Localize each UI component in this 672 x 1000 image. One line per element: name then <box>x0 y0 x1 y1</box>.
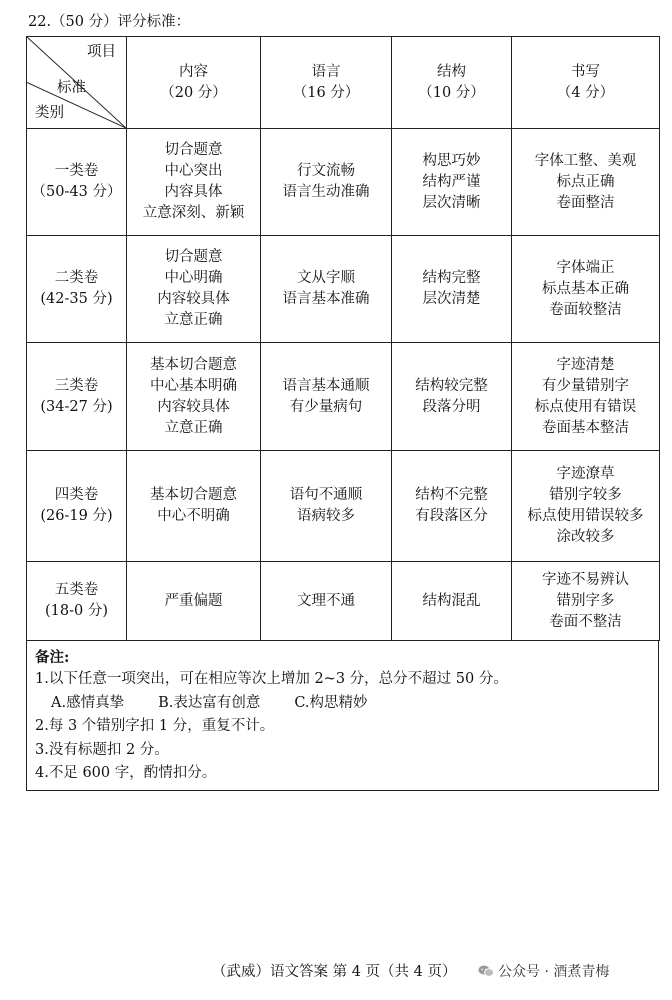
criterion-line: 中心基本明确 <box>150 377 237 394</box>
criterion-line: 中心不明确 <box>157 508 230 524</box>
page-info: （武威）语文答案 第 4 页（共 4 页） <box>212 964 457 980</box>
criterion-line: 字迹清楚 <box>556 356 615 373</box>
category-cell <box>27 562 127 641</box>
notes-title: 备注: <box>35 649 70 666</box>
column-name: 语言 <box>311 63 341 80</box>
note-item-2: 2.每 3 个错别字扣 1 分，重复不计。 <box>35 718 275 734</box>
criterion-line: 结构不完整 <box>415 487 488 503</box>
note-item-4: 4.不足 600 字，酌情扣分。 <box>35 765 217 781</box>
column-score: （10 分） <box>418 84 485 101</box>
criterion-line: 错别字较多 <box>549 487 622 503</box>
watermark-text: 公众号 · 酒煮青梅 <box>498 964 610 980</box>
section-heading: 22.（50 分）评分标准： <box>28 14 191 30</box>
note-options <box>35 692 658 716</box>
table-row <box>27 343 660 451</box>
criterion-line: 结构严谨 <box>422 173 481 190</box>
structure-cell <box>392 562 512 641</box>
criterion-line: 文理不通 <box>297 592 355 609</box>
language-cell <box>261 343 392 451</box>
category-range: （50-43 分） <box>31 184 122 200</box>
column-score: （20 分） <box>160 84 227 101</box>
criterion-line: 中心突出 <box>164 163 223 179</box>
criterion-line: 立意深刻、新颖 <box>142 205 245 221</box>
wechat-icon <box>478 965 494 977</box>
notes-box <box>26 640 659 791</box>
content-cell <box>127 236 261 343</box>
criterion-line: 卷面不整洁 <box>549 613 622 630</box>
criterion-line: 切合题意 <box>164 249 223 265</box>
category-name: 三类卷 <box>54 377 99 394</box>
writing-cell <box>512 562 660 641</box>
criterion-line: 内容较具体 <box>157 398 230 415</box>
criterion-line: 错别字多 <box>556 592 615 609</box>
criterion-line: 立意正确 <box>164 419 223 436</box>
header-row <box>27 37 660 129</box>
column-name: 结构 <box>437 63 466 80</box>
criterion-line: 卷面基本整洁 <box>542 419 629 436</box>
category-range: (42-35 分) <box>40 291 113 307</box>
language-cell <box>261 236 392 343</box>
criterion-line: 语病较多 <box>297 508 355 524</box>
structure-cell <box>392 343 512 451</box>
criterion-line: 字体端正 <box>556 259 615 276</box>
corner-label-category: 类别 <box>35 105 64 121</box>
language-cell <box>261 451 392 562</box>
note-item-1: 1.以下任意一项突出，可在相应等次上增加 2~3 分，总分不超过 50 分。 <box>35 671 508 687</box>
content-cell <box>127 129 261 236</box>
criterion-line: 字迹不易辨认 <box>542 571 629 588</box>
criterion-line: 基本切合题意 <box>150 487 237 503</box>
criterion-line: 卷面较整洁 <box>549 301 622 318</box>
column-score: （4 分） <box>556 84 615 101</box>
criterion-line: 涂改较多 <box>556 529 615 545</box>
criterion-line: 标点使用有错误 <box>534 398 637 415</box>
category-cell <box>27 129 127 236</box>
criterion-line: 内容具体 <box>164 184 223 200</box>
criterion-line: 结构完整 <box>422 270 481 286</box>
structure-cell <box>392 236 512 343</box>
scoring-table <box>26 36 660 641</box>
note-option: C.构思精妙 <box>294 694 368 711</box>
category-cell <box>27 451 127 562</box>
table-row <box>27 451 660 562</box>
criterion-line: 有段落区分 <box>415 508 488 524</box>
structure-cell <box>392 451 512 562</box>
criterion-line: 卷面整洁 <box>556 194 615 211</box>
category-cell <box>27 343 127 451</box>
page-footer <box>0 962 672 982</box>
criterion-line: 语言基本准确 <box>282 291 370 307</box>
criterion-line: 中心明确 <box>164 270 223 286</box>
criterion-line: 切合题意 <box>164 142 223 158</box>
language-cell <box>261 129 392 236</box>
note-option: B.表达富有创意 <box>158 694 261 711</box>
table-row <box>27 129 660 236</box>
corner-label-item: 项目 <box>87 44 116 60</box>
criterion-line: 立意正确 <box>164 312 223 328</box>
criterion-line: 标点使用错误较多 <box>527 508 644 524</box>
note-option: A.感情真挚 <box>51 694 125 711</box>
writing-cell <box>512 236 660 343</box>
criterion-line: 语句不通顺 <box>289 487 363 503</box>
category-cell <box>27 236 127 343</box>
category-range: (26-19 分) <box>40 508 113 524</box>
criterion-line: 严重偏题 <box>164 592 223 609</box>
criterion-line: 内容较具体 <box>157 291 230 307</box>
table-row <box>27 236 660 343</box>
table-row <box>27 562 660 641</box>
criterion-line: 文从字顺 <box>297 270 355 286</box>
category-range: (18-0 分) <box>45 603 108 619</box>
criterion-line: 有少量病句 <box>289 398 363 415</box>
criterion-line: 段落分明 <box>422 398 481 415</box>
content-cell <box>127 451 261 562</box>
content-cell <box>127 562 261 641</box>
column-header-language <box>261 37 392 129</box>
criterion-line: 字迹潦草 <box>556 466 615 482</box>
watermark <box>478 962 609 982</box>
writing-cell <box>512 451 660 562</box>
column-score: （16 分） <box>292 84 360 101</box>
criterion-line: 层次清楚 <box>422 291 481 307</box>
criterion-line: 结构较完整 <box>415 377 488 394</box>
category-name: 一类卷 <box>54 163 99 179</box>
criterion-line: 层次清晰 <box>422 194 481 211</box>
writing-cell <box>512 343 660 451</box>
criterion-line: 行文流畅 <box>297 163 355 179</box>
language-cell <box>261 562 392 641</box>
column-header-structure <box>392 37 512 129</box>
criterion-line: 基本切合题意 <box>150 356 237 373</box>
criterion-line: 字体工整、美观 <box>534 152 637 169</box>
criterion-line: 语言基本通顺 <box>282 377 370 394</box>
writing-cell <box>512 129 660 236</box>
corner-cell <box>27 37 127 129</box>
column-name: 书写 <box>571 63 600 80</box>
category-name: 四类卷 <box>54 487 99 503</box>
structure-cell <box>392 129 512 236</box>
content-cell <box>127 343 261 451</box>
category-range: (34-27 分) <box>40 398 113 415</box>
note-item-3: 3.没有标题扣 2 分。 <box>35 741 169 758</box>
column-header-writing <box>512 37 660 129</box>
criterion-line: 有少量错别字 <box>542 377 629 394</box>
category-name: 二类卷 <box>54 270 99 286</box>
criterion-line: 构思巧妙 <box>422 152 481 169</box>
criterion-line: 标点基本正确 <box>542 280 629 297</box>
column-name: 内容 <box>179 63 208 80</box>
category-name: 五类卷 <box>54 582 99 598</box>
corner-label-standard: 标准 <box>57 80 86 96</box>
column-header-content <box>127 37 261 129</box>
criterion-line: 语言生动准确 <box>282 184 370 200</box>
criterion-line: 结构混乱 <box>422 592 481 609</box>
criterion-line: 标点正确 <box>556 173 615 190</box>
